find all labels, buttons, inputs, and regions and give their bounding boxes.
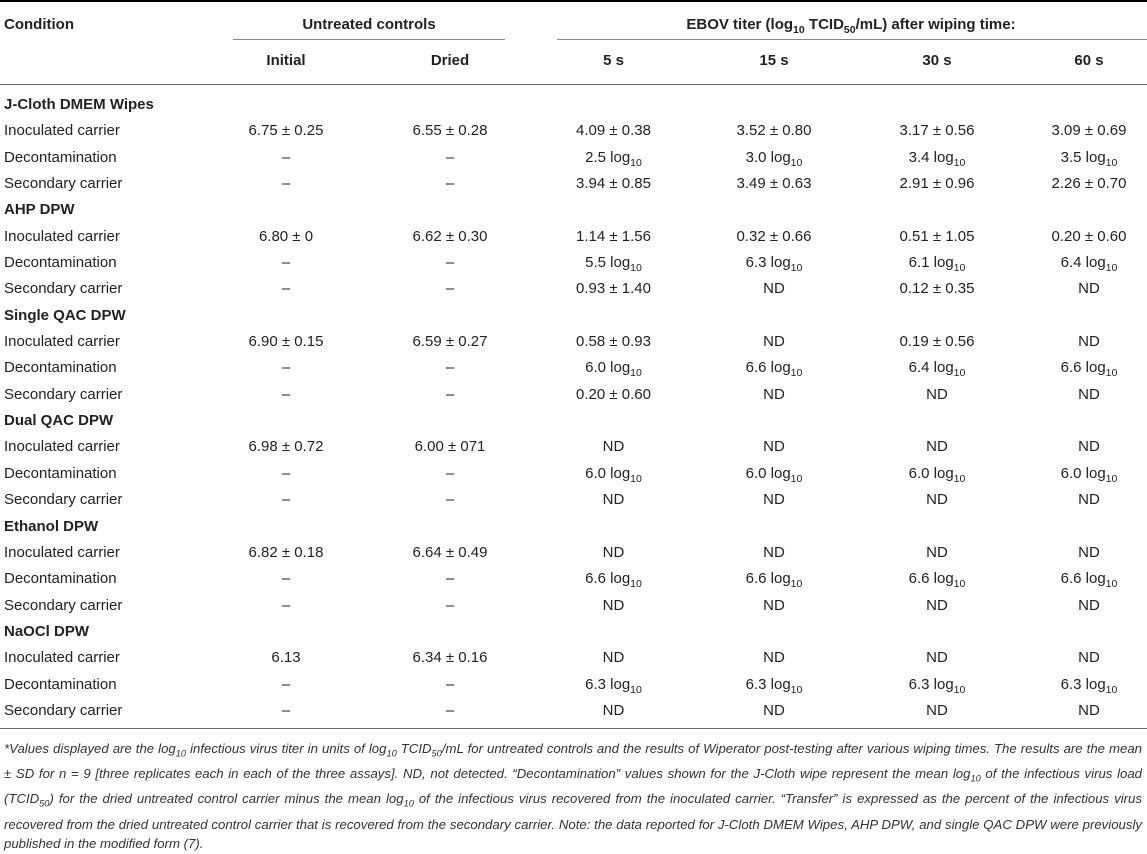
row-label: Inoculated carrier — [4, 543, 120, 561]
cell-t30: ND — [926, 385, 948, 403]
cell-t15: ND — [763, 596, 785, 614]
cell-t30: ND — [926, 438, 948, 456]
cell-t60: ND — [1078, 333, 1100, 351]
row-label: Decontamination — [4, 359, 117, 377]
cell-t60: 6.6 $\log_{10}$ — [1060, 570, 1118, 591]
cell-t60: ND — [1078, 649, 1100, 667]
cell-dried: – — [445, 464, 455, 482]
cell-initial: – — [281, 675, 291, 693]
row-label: Decontamination — [4, 570, 117, 588]
ebov-header-text-2: TCID — [804, 16, 844, 33]
row-label: Secondary carrier — [4, 491, 123, 509]
section-title: Dual QAC DPW — [4, 412, 114, 430]
cell-t5: 4.09 ± 0.38 — [576, 122, 651, 140]
dried-header: Dried — [430, 52, 470, 69]
cell-initial: 6.80 ± 0 — [258, 227, 314, 245]
cell-t15: 6.6 $\log_{10}$ — [745, 359, 803, 380]
cell-t15: 0.32 ± 0.66 — [736, 227, 812, 245]
cell-dried: – — [445, 675, 455, 693]
cell-t15: 3.52 ± 0.80 — [736, 122, 812, 140]
cell-t60: 6.0 $\log_{10}$ — [1060, 464, 1118, 485]
cell-t5: ND — [602, 438, 625, 456]
table-row — [0, 354, 1147, 380]
cell-dried: – — [445, 385, 455, 403]
cell-initial: 6.13 — [271, 649, 301, 667]
row-label: Decontamination — [4, 148, 117, 166]
cell-initial: – — [281, 570, 291, 588]
cell-t30: ND — [926, 596, 948, 614]
cell-t5: 6.6 $\log_{10}$ — [585, 570, 642, 591]
cell-dried: – — [445, 491, 455, 509]
cell-t5: 3.94 ± 0.85 — [576, 175, 651, 193]
cell-t15: ND — [763, 701, 785, 719]
cell-dried: – — [445, 148, 455, 166]
cell-dried: – — [445, 570, 455, 588]
table-row — [0, 539, 1147, 565]
row-label: Inoculated carrier — [4, 227, 120, 245]
table-footnote: *Values displayed are the $\log_{10}$ infectious virus titer in units of $\log_{10}$ $TCID_{50}/mL$ for untreated controls and the results of Wiperator post-testing after various wiping times. The results are the mean ± SD for n = 9 [three replicates each in each of the three assays]. ND, not detected. “Decontamination” values shown for the J-Cloth wipe represent the mean $\log_{10}$ of the infectious virus load $(TCID_{50})$ for the dried untreated control carrier minus the mean $\log_{10}$ of the infectious virus recovered from the inoculated carrier. “Transfer” is expressed as the percent of the infectious virus recovered from the dried untreated control carrier that is recovered from the secondary carrier. Note: the data reported for J-Cloth DMEM Wipes, AHP DPW, and single QAC DPW were previously published in the modified form (7). — [4, 741, 1143, 852]
cell-dried: 6.64 ± 0.49 — [412, 543, 488, 561]
cell-t60: 6.4 $\log_{10}$ — [1060, 254, 1118, 275]
cell-initial: – — [281, 359, 291, 377]
ebov-header-text-3: /mL) after wiping time: — [855, 16, 1016, 33]
cell-t60: 3.5 $\log_{10}$ — [1060, 148, 1118, 169]
cell-dried: – — [445, 175, 455, 193]
cell-t5: 0.93 ± 1.40 — [576, 280, 651, 298]
cell-t15: ND — [763, 438, 785, 456]
section-row — [0, 196, 1147, 222]
cell-t30: 3.4 $\log_{10}$ — [908, 148, 966, 169]
cell-t60: 0.20 ± 0.60 — [1051, 227, 1127, 245]
row-label: Secondary carrier — [4, 596, 123, 614]
cell-t30: 2.91 ± 0.96 — [899, 175, 975, 193]
cell-t30: 6.0 $\log_{10}$ — [908, 464, 966, 485]
cell-t30: ND — [926, 543, 948, 561]
table-row — [0, 565, 1147, 591]
cell-dried: 6.62 ± 0.30 — [412, 227, 488, 245]
cell-initial: – — [281, 464, 291, 482]
table-row — [0, 697, 1147, 723]
cell-dried: – — [445, 280, 455, 298]
cell-t60: 6.6 $\log_{10}$ — [1060, 359, 1118, 380]
untreated-controls-header: Untreated controls — [302, 16, 436, 33]
ebov-header-sub-1: 10 — [793, 24, 805, 36]
untreated-underline — [233, 39, 505, 40]
cell-t15: ND — [763, 649, 785, 667]
cell-t15: 3.49 ± 0.63 — [736, 175, 812, 193]
table-row — [0, 460, 1147, 486]
cell-t15: 3.0 $\log_{10}$ — [745, 148, 803, 169]
cell-t30: ND — [926, 649, 948, 667]
cell-t5: ND — [602, 543, 625, 561]
cell-dried: 6.34 ± 0.16 — [412, 649, 488, 667]
row-label: Decontamination — [4, 675, 117, 693]
condition-header: Condition — [4, 16, 74, 33]
cell-initial: – — [281, 254, 291, 272]
row-label: Secondary carrier — [4, 385, 123, 403]
cell-dried: – — [445, 254, 455, 272]
cell-t30: ND — [926, 701, 948, 719]
cell-t60: ND — [1078, 491, 1100, 509]
row-label: Secondary carrier — [4, 701, 123, 719]
cell-t60: 6.3 $\log_{10}$ — [1060, 675, 1118, 696]
cell-t60: ND — [1078, 280, 1100, 298]
cell-t30: 6.4 $\log_{10}$ — [908, 359, 966, 380]
cell-initial: – — [281, 596, 291, 614]
cell-initial: – — [281, 385, 291, 403]
ebov-underline — [557, 39, 1147, 40]
cell-initial: – — [281, 280, 291, 298]
cell-dried: 6.00 ± 071 — [414, 438, 486, 456]
cell-t15: ND — [763, 385, 785, 403]
cell-dried: 6.59 ± 0.27 — [412, 333, 488, 351]
table-row — [0, 144, 1147, 170]
cell-t30: 6.1 $\log_{10}$ — [908, 254, 966, 275]
table-row — [0, 223, 1147, 249]
ebov-header-text-1: EBOV titer (log — [686, 16, 794, 33]
cell-initial: 6.90 ± 0.15 — [248, 333, 324, 351]
cell-t5: 6.0 $\log_{10}$ — [585, 359, 642, 380]
cell-t5: ND — [602, 596, 625, 614]
section-title: AHP DPW — [4, 201, 75, 219]
table-row — [0, 381, 1147, 407]
header-rule — [0, 84, 1147, 85]
row-label: Secondary carrier — [4, 175, 123, 193]
cell-t15: 6.0 $\log_{10}$ — [745, 464, 803, 485]
cell-t30: 0.12 ± 0.35 — [899, 280, 975, 298]
cell-t5: 6.3 $\log_{10}$ — [585, 675, 642, 696]
cell-t60: 3.09 ± 0.69 — [1051, 122, 1127, 140]
section-row — [0, 618, 1147, 644]
cell-initial: – — [281, 148, 291, 166]
section-title: Ethanol DPW — [4, 517, 99, 535]
cell-t5: 0.58 ± 0.93 — [576, 333, 651, 351]
table-row — [0, 644, 1147, 670]
cell-t15: 6.3 $\log_{10}$ — [745, 254, 803, 275]
table-row — [0, 486, 1147, 512]
cell-t5: 0.20 ± 0.60 — [576, 385, 651, 403]
cell-t30: 3.17 ± 0.56 — [899, 122, 975, 140]
cell-t60: ND — [1078, 701, 1100, 719]
table-row — [0, 117, 1147, 143]
row-label: Decontamination — [4, 464, 117, 482]
cell-initial: 6.82 ± 0.18 — [248, 543, 324, 561]
cell-t15: 6.6 $\log_{10}$ — [745, 570, 803, 591]
table-row — [0, 275, 1147, 301]
cell-t15: ND — [763, 333, 785, 351]
cell-t15: ND — [763, 543, 785, 561]
cell-t60: 2.26 ± 0.70 — [1051, 175, 1127, 193]
cell-t30: 0.51 ± 1.05 — [899, 227, 975, 245]
table-row — [0, 592, 1147, 618]
cell-t15: ND — [763, 280, 785, 298]
ebov-header-sub-2: 50 — [843, 24, 856, 36]
row-label: Inoculated carrier — [4, 333, 120, 351]
cell-initial: – — [281, 701, 291, 719]
table-row — [0, 433, 1147, 459]
section-row — [0, 91, 1147, 117]
cell-t5: 5.5 $\log_{10}$ — [585, 254, 642, 275]
cell-t5: ND — [602, 701, 625, 719]
row-label: Inoculated carrier — [4, 122, 120, 140]
table-row — [0, 328, 1147, 354]
table-row — [0, 170, 1147, 196]
time-15s-header: 15 s — [759, 52, 789, 69]
table-row — [0, 249, 1147, 275]
cell-t30: 6.6 $\log_{10}$ — [908, 570, 966, 591]
cell-initial: – — [281, 491, 291, 509]
cell-t15: 6.3 $\log_{10}$ — [745, 675, 803, 696]
section-title: J-Cloth DMEM Wipes — [4, 96, 154, 113]
cell-t30: 0.19 ± 0.56 — [899, 333, 975, 351]
cell-t60: ND — [1078, 596, 1100, 614]
section-title: Single QAC DPW — [4, 306, 126, 324]
time-60s-header: 60 s — [1074, 52, 1104, 69]
cell-t5: 2.5 $\log_{10}$ — [585, 148, 642, 169]
cell-t5: ND — [602, 649, 625, 667]
ebov-titer-header — [555, 16, 1147, 36]
cell-dried: 6.55 ± 0.28 — [412, 122, 488, 140]
time-5s-header: 5 s — [603, 52, 624, 69]
cell-t60: ND — [1078, 543, 1100, 561]
cell-t5: ND — [602, 491, 625, 509]
table-row — [0, 671, 1147, 697]
cell-t30: 6.3 $\log_{10}$ — [908, 675, 966, 696]
cell-dried: – — [445, 701, 455, 719]
row-label: Secondary carrier — [4, 280, 123, 298]
section-row — [0, 407, 1147, 433]
time-30s-header: 30 s — [922, 52, 952, 69]
row-label: Decontamination — [4, 254, 117, 272]
cell-t5: 6.0 $\log_{10}$ — [585, 464, 642, 485]
table-bottom-rule — [0, 728, 1147, 729]
cell-initial: 6.98 ± 0.72 — [248, 438, 324, 456]
cell-t5: 1.14 ± 1.56 — [576, 227, 651, 245]
table-body — [0, 91, 1147, 723]
cell-dried: – — [445, 359, 455, 377]
initial-header: Initial — [266, 52, 306, 69]
section-row — [0, 513, 1147, 539]
cell-t30: ND — [926, 491, 948, 509]
table-top-rule — [0, 0, 1147, 2]
cell-t60: ND — [1078, 438, 1100, 456]
section-row — [0, 302, 1147, 328]
cell-t60: ND — [1078, 385, 1100, 403]
row-label: Inoculated carrier — [4, 649, 120, 667]
cell-initial: 6.75 ± 0.25 — [248, 122, 324, 140]
cell-initial: – — [281, 175, 291, 193]
cell-t15: ND — [763, 491, 785, 509]
cell-dried: – — [445, 596, 455, 614]
section-title: NaOCl DPW — [4, 622, 90, 640]
row-label: Inoculated carrier — [4, 438, 120, 456]
